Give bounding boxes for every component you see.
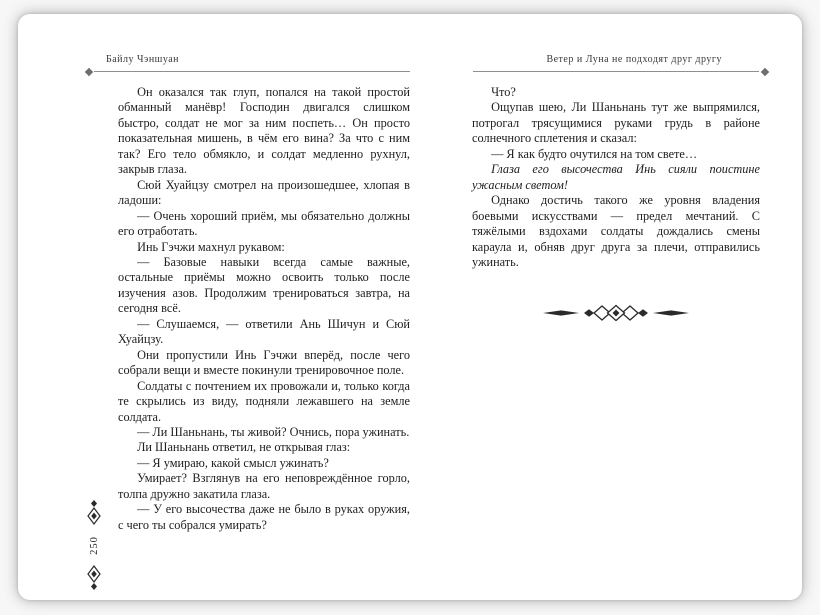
paragraph: Однако достичь такого же уровня владения боевыми искусствами — предел мечтаний. С тяжёлыми вздохами солдаты дождались смены караула и, обняв друг друга за плечи, отправились ужинать. <box>472 193 760 269</box>
page-number: 250 <box>88 535 100 555</box>
diamond-ornament-icon <box>761 67 769 75</box>
paragraph: Ощупав шею, Ли Шаньнань тут же выпрямился, потрогал трясущимися руками грудь в районе солнечного сплетения и сказал: <box>472 100 760 146</box>
paragraph: — Я как будто очутился на том свете… <box>491 146 698 161</box>
paragraph: Умирает? Взглянув на его неповреждённое горло, толпа дружно закатила глаза. <box>118 471 410 501</box>
left-page-text <box>118 85 410 533</box>
paragraph: — Ли Шаньнань, ты живой? Очнись, пора ужинать. <box>137 424 410 439</box>
paragraph: — Очень хороший приём, мы обязательно должны его отработать. <box>118 208 410 239</box>
paragraph: — Я умираю, какой смысл ужинать? <box>137 455 329 470</box>
paragraph: — Слушаемся, — ответили Ань Шичун и Сюй Хуайцзу. <box>118 316 410 347</box>
paragraph: Ли Шаньнань ответил, не открывая глаз: <box>137 440 351 455</box>
diamond-ornament-icon <box>85 67 93 75</box>
paragraph: — Базовые навыки всегда самые важные, остальные приёмы можно освоить только после изучения азов. Продолжим тренироваться завтра, на сегодня всё. <box>118 254 410 316</box>
paragraph: Инь Гэчжи махнул рукавом: <box>137 239 285 254</box>
page-number-ornament-top-icon <box>86 500 102 526</box>
header-rule-right <box>473 71 759 72</box>
page-number-ornament-bottom-icon <box>86 564 102 590</box>
page-number-block <box>81 500 107 590</box>
running-head-title: Ветер и Луна не подходят друг другу <box>546 54 722 65</box>
paragraph: Он оказался так глуп, попался на такой простой обманный манёвр! Господин двигался слишком быстро, солдат не мог за ним поспеть… Он просто показательная мишень, в чём его вина? За что с ним так? Его тело обмякло, и солдат медленно рухнул, закрыв глаза. <box>118 85 410 177</box>
paragraph: Они пропустили Инь Гэчжи вперёд, после чего собрали вещи и вместе покинули тренировочное поле. <box>118 347 410 378</box>
book-spread <box>18 14 802 600</box>
paragraph: Солдаты с почтением их провожали и, только когда те скрылись из виду, подняли лежавшего на земле солдата. <box>118 378 410 424</box>
paragraph: Что? <box>491 85 516 99</box>
running-head-author: Байлу Чэншуан <box>106 54 180 65</box>
header-rule-left <box>94 71 410 72</box>
paragraph-italic: Глаза его высочества Инь сияли поистине ужасным светом! <box>472 162 760 192</box>
right-page-text <box>472 85 760 327</box>
paragraph: — У его высочества даже не было в руках оружия, с чего ты собрался умирать? <box>118 502 410 532</box>
paragraph: Сюй Хуайцзу смотрел на произошедшее, хлопая в ладоши: <box>118 177 410 208</box>
section-divider-ornament-icon <box>472 304 760 326</box>
